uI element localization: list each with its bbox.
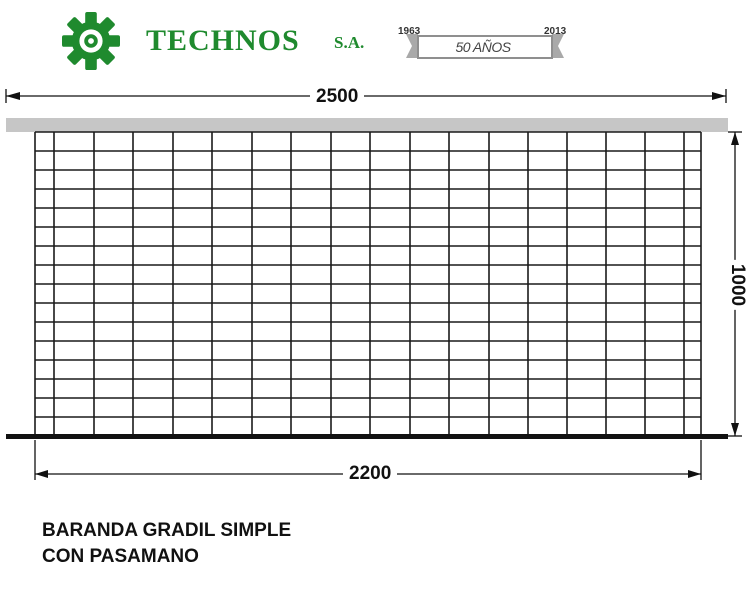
- drawing-caption: [42, 518, 291, 570]
- ground-line: [6, 434, 728, 439]
- height-dimension-arrow-bottom: [731, 423, 739, 436]
- mesh-panel: [35, 132, 701, 436]
- dimension-inner-width: 2200: [343, 463, 397, 485]
- anniversary-start-year: 1963: [398, 26, 421, 37]
- dimension-height: 1000: [726, 260, 748, 310]
- height-dimension-arrow-top: [731, 132, 739, 145]
- dimension-total-width: 2500: [310, 86, 364, 108]
- top-dimension-arrow-left: [6, 92, 20, 100]
- bottom-dimension-arrow-right: [688, 470, 701, 478]
- bottom-dimension-arrow-left: [35, 470, 48, 478]
- caption-line-2: CON PASAMANO: [42, 546, 199, 567]
- handrail: [6, 118, 728, 132]
- caption-line-1: BARANDA GRADIL SIMPLE: [42, 520, 292, 541]
- brand-name: TECHNOS: [146, 24, 300, 57]
- anniversary-label: 50 AÑOS: [455, 39, 511, 55]
- anniversary-end-year: 2013: [544, 26, 567, 37]
- top-dimension-arrow-right: [712, 92, 726, 100]
- top-dimension-line: [6, 89, 726, 103]
- brand-suffix: S.A.: [334, 33, 365, 52]
